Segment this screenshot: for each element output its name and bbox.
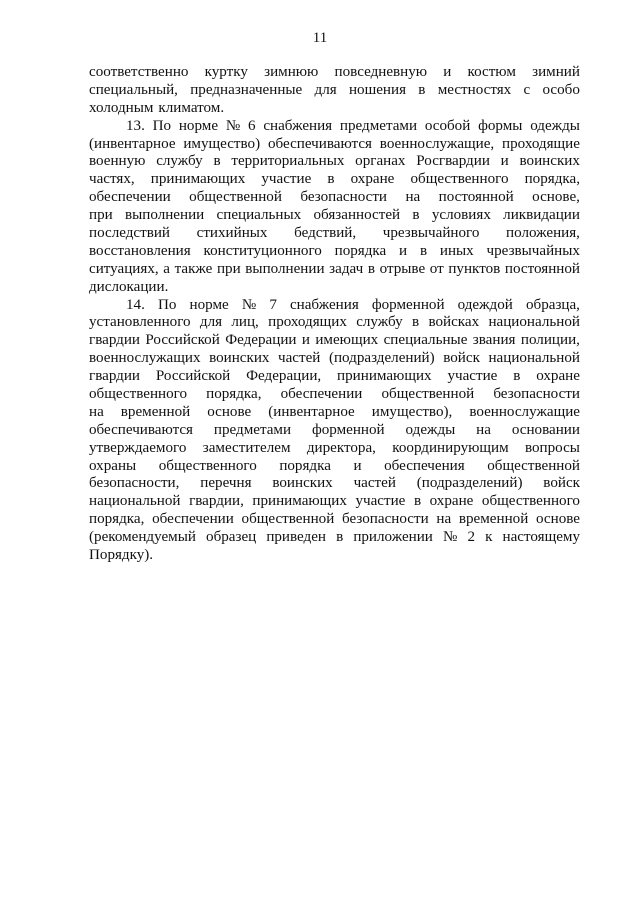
word: приведен [266, 529, 327, 546]
word: особой [424, 117, 471, 134]
text-line [89, 243, 580, 261]
text-line [89, 422, 580, 440]
word: зимнюю [264, 64, 319, 80]
text-line [89, 118, 580, 136]
word: охране [536, 368, 580, 385]
word: частей [353, 475, 396, 492]
word: чрезвычайного [382, 225, 480, 242]
word: в [411, 314, 420, 331]
text-line [89, 314, 580, 332]
word: территориальных [231, 153, 345, 170]
word: предметами [339, 117, 418, 134]
word: проходящие [502, 135, 580, 152]
word: перечня [200, 475, 252, 492]
word: формы [478, 117, 523, 134]
text-line [89, 386, 580, 404]
text-line [89, 332, 580, 350]
word: имущество) [183, 135, 261, 152]
word: национальной [89, 493, 181, 510]
paragraph [89, 64, 580, 118]
word: холодным [89, 99, 154, 116]
word: Росгвардии [416, 153, 490, 170]
word: специальный, [89, 81, 178, 98]
word: войск [543, 475, 580, 492]
word: образец [206, 529, 257, 546]
word: порядка [279, 457, 331, 474]
word: и [443, 64, 452, 80]
word: обеспечении [89, 189, 171, 206]
word: обеспечиваются [267, 135, 372, 152]
word: и [500, 153, 509, 170]
word: на [476, 421, 491, 438]
word: конституционного [203, 242, 322, 259]
word: (подразделений) [328, 350, 435, 367]
word: при [89, 207, 113, 224]
word: повседневную [334, 64, 428, 80]
word: снабжения [289, 296, 359, 313]
word: 2 [467, 529, 475, 546]
word: воинских [519, 153, 580, 170]
word: а [163, 260, 170, 277]
word: 6 [248, 117, 256, 134]
word: постоянной [438, 189, 514, 206]
word: на [89, 403, 104, 420]
word: для [314, 81, 337, 98]
word: обеспечении [280, 386, 363, 403]
word: вопросы [524, 439, 580, 456]
word: безопасности [342, 511, 429, 528]
word: отрыве [379, 260, 426, 277]
word: охране [429, 493, 474, 510]
word: на [436, 511, 452, 528]
word: органах [355, 153, 406, 170]
word: соответственно [89, 64, 189, 80]
word: Российской [145, 332, 220, 349]
word: принимающих [337, 368, 432, 385]
word: общественного [158, 457, 257, 474]
word: № [241, 296, 257, 313]
word: стихийных [196, 225, 268, 242]
word: директора, [306, 439, 376, 456]
word: выполнении [125, 207, 205, 224]
word: образца, [525, 296, 580, 313]
word: пунктов [448, 260, 501, 277]
word: национальной [488, 314, 580, 331]
word: общественного [410, 171, 509, 188]
word: 7 [269, 296, 277, 313]
word: и [353, 457, 362, 474]
word: основе [207, 403, 252, 420]
word: костюм [467, 64, 516, 80]
word: проходящих [268, 314, 347, 331]
word: в [419, 242, 428, 259]
word: лиц, [231, 314, 259, 331]
word: гвардии [89, 332, 141, 349]
word: По [157, 296, 177, 313]
word: принимающих [252, 493, 347, 510]
word: гвардии, [189, 493, 244, 510]
word: выполнении [245, 260, 325, 277]
word: и [301, 332, 310, 349]
word: к [485, 529, 493, 546]
text-line [89, 171, 580, 189]
word: местностях [437, 81, 512, 98]
word: временной [458, 511, 529, 528]
word: чрезвычайных [486, 242, 580, 259]
text-line [89, 475, 580, 493]
word: службу [356, 314, 403, 331]
word: в [327, 171, 335, 188]
word: войсках [428, 314, 480, 331]
word: ликвидации [503, 207, 580, 224]
word: Порядку). [89, 547, 154, 564]
text-line [89, 279, 580, 297]
word: условиях [431, 207, 491, 224]
word: иных [439, 242, 474, 259]
text-line [89, 529, 580, 547]
word: № [225, 117, 241, 134]
word: общественной [189, 189, 282, 206]
word: настоящему [502, 529, 580, 546]
word: норме [189, 296, 229, 313]
word: установленного [89, 314, 191, 331]
text-line [89, 153, 580, 171]
word: ситуациях, [89, 260, 159, 277]
paragraph [89, 297, 580, 565]
word: восстановления [89, 242, 191, 259]
word: полиции, [520, 332, 580, 349]
word: временной [120, 403, 191, 420]
word: общественной [381, 386, 475, 403]
word: обеспечении [152, 511, 234, 528]
word: ношения [348, 81, 407, 98]
word: звания [472, 332, 516, 349]
word: безопасности [300, 189, 387, 206]
word: в [213, 153, 221, 170]
text-line [89, 458, 580, 476]
text-line [89, 189, 580, 207]
word: для [199, 314, 223, 331]
text-line [89, 136, 580, 154]
text-line [89, 440, 580, 458]
document-body [89, 64, 580, 565]
word: одежды [530, 117, 580, 134]
word: зимний [532, 64, 580, 80]
word: участие [355, 493, 406, 510]
word: предметами [213, 421, 292, 438]
word: порядка, [524, 171, 580, 188]
word: форменной [371, 296, 445, 313]
word: Российской [155, 368, 231, 385]
word: национальной [488, 350, 580, 367]
text-line [89, 100, 580, 118]
word: воинских [209, 350, 270, 367]
word: специальные [383, 332, 468, 349]
word: заместителем [202, 439, 291, 456]
word: бедствий, [294, 225, 357, 242]
word: гвардии [89, 368, 141, 385]
word: (инвентарное [89, 135, 176, 152]
text-line [89, 225, 580, 243]
word: одежды [405, 421, 456, 438]
word: принимающих [150, 171, 246, 188]
word: координирующим [392, 439, 509, 456]
word: порядка, [89, 511, 145, 528]
text-line [89, 493, 580, 511]
word: от [429, 260, 444, 277]
word: службу [156, 153, 203, 170]
word: и [399, 242, 408, 259]
word: в [336, 529, 344, 546]
word: Федерации, [246, 368, 322, 385]
word: также [174, 260, 213, 277]
word: в [367, 260, 375, 277]
text-line [89, 64, 580, 82]
word: приложении [353, 529, 433, 546]
word: в [412, 207, 420, 224]
word: утверждаемого [89, 439, 187, 456]
word: при [216, 260, 241, 277]
text-line [89, 207, 580, 225]
text-line [89, 547, 580, 565]
word: военнослужащих [89, 350, 201, 367]
word: обеспечения [384, 457, 465, 474]
word: в [418, 81, 426, 98]
word: По [152, 117, 172, 134]
paragraph [89, 118, 580, 297]
word: с [523, 81, 531, 98]
word: форменной [311, 421, 385, 438]
word: в [513, 368, 521, 385]
word: основе, [532, 189, 580, 206]
word: основе [536, 511, 580, 528]
word: военнослужащие [469, 403, 580, 420]
word: 13. [126, 117, 145, 134]
word: куртку [204, 64, 248, 80]
word: климатом. [158, 99, 225, 116]
text-line [89, 404, 580, 422]
word: частей [278, 350, 321, 367]
word: воинских [272, 475, 333, 492]
word: охраны [89, 457, 137, 474]
word: № [442, 529, 458, 546]
word: последствий [89, 225, 170, 242]
word: норме [178, 117, 219, 134]
word: постоянной [504, 260, 580, 277]
text-line [89, 368, 580, 386]
word: войск [443, 350, 480, 367]
word: общественной [487, 457, 580, 474]
word: имущество), [371, 403, 453, 420]
text-line [89, 350, 580, 368]
word: особо [542, 81, 580, 98]
word: общественного [481, 493, 580, 510]
page-number: 11 [312, 30, 328, 46]
word: снабжения [263, 117, 333, 134]
text-line [89, 261, 580, 279]
word: участие [447, 368, 498, 385]
word: (рекомендуемый [89, 529, 196, 546]
word: имеющих [315, 332, 379, 349]
word: на [405, 189, 421, 206]
word: участие [261, 171, 312, 188]
word: Федерации [225, 332, 297, 349]
word: 14. [126, 296, 145, 313]
word: обеспечиваются [89, 421, 193, 438]
word: основании [511, 421, 580, 438]
word: порядка, [206, 386, 262, 403]
word: дислокации. [89, 278, 169, 295]
word: частях, [89, 171, 135, 188]
word: предназначенные [190, 81, 303, 98]
word: военную [89, 153, 146, 170]
word: (подразделений) [416, 475, 523, 492]
word: в [413, 493, 422, 510]
word: (инвентарное [268, 403, 355, 420]
word: безопасности [493, 386, 580, 403]
word: порядка [334, 242, 387, 259]
text-line [89, 82, 580, 100]
word: обязанностей [313, 207, 401, 224]
word: задач [329, 260, 364, 277]
word: положения, [506, 225, 580, 242]
word: военнослужащие, [379, 135, 495, 152]
text-line [89, 511, 580, 529]
word: общественной [241, 511, 335, 528]
word: одеждой [457, 296, 513, 313]
text-line [89, 297, 580, 315]
word: специальных [216, 207, 302, 224]
word: общественного [89, 386, 188, 403]
word: безопасности, [89, 475, 180, 492]
word: охране [350, 171, 395, 188]
